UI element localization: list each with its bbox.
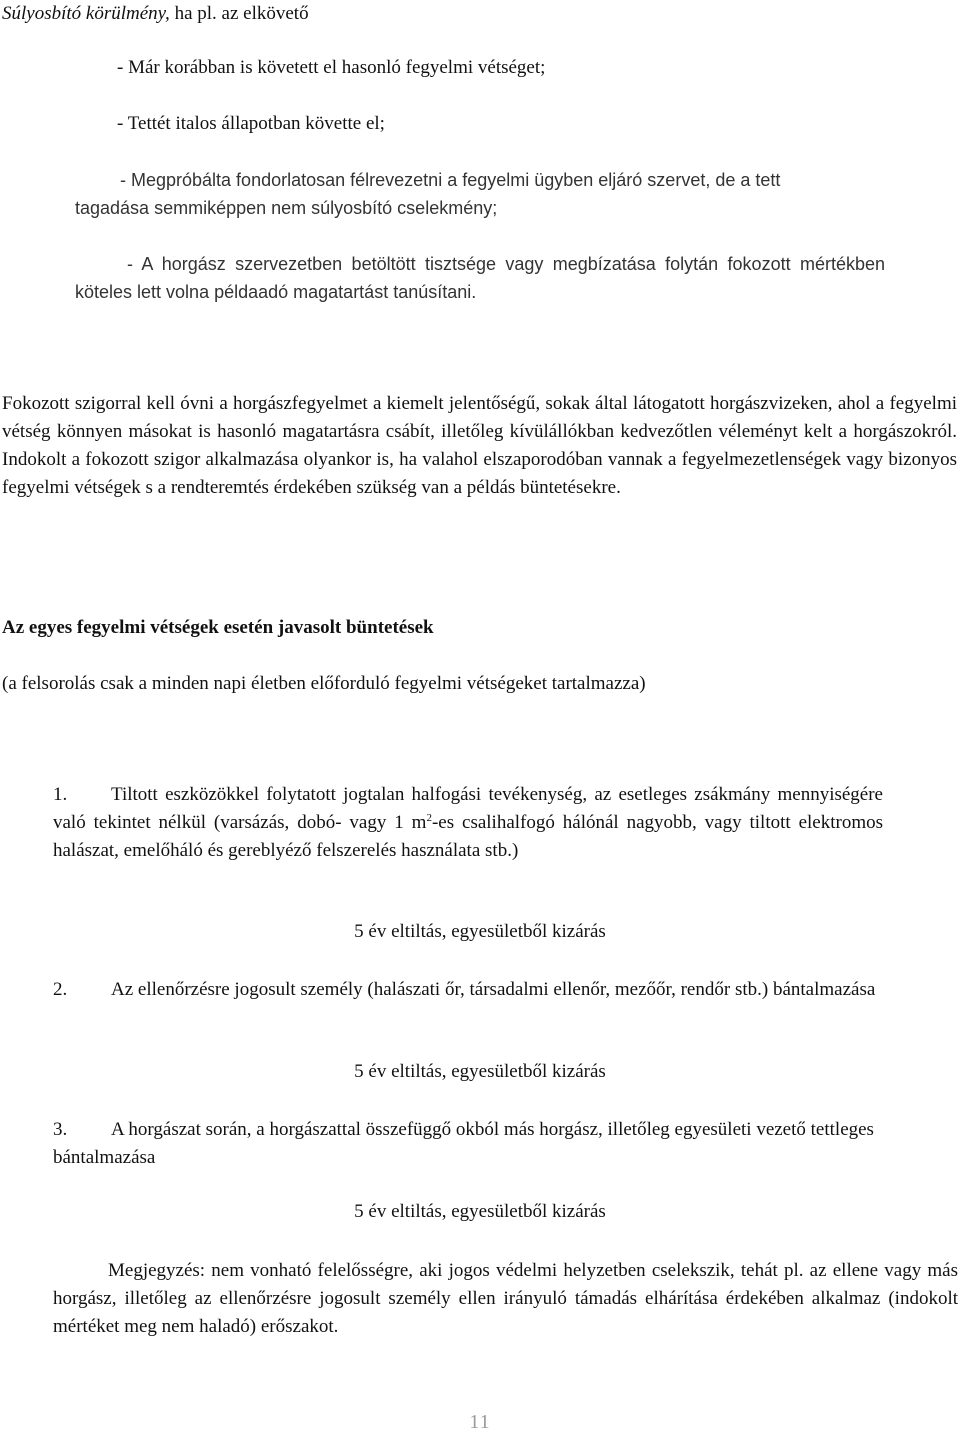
section-title: Az egyes fegyelmi vétségek esetén javasolt büntetések — [2, 617, 434, 638]
offense-text-cont: -es csalihalfogó hálónál nagyobb, vagy tiltott elektromos halászat, emelőháló és gereblyéző felszerelés használata stb.) — [53, 812, 883, 861]
note-paragraph: Megjegyzés: nem vonható felelősségre, aki jogos védelmi helyzetben cselekszik, tehát pl. az ellene vagy más horgász, illetőleg az ellenőrzésre jogosult személy ellen irányuló támadás elhárítása érdekében alkalmaz (indokolt mértéket meg nem haladó) erőszakot. — [53, 1260, 958, 1337]
section-subtitle: (a felsorolás csak a minden napi életben előforduló fegyelmi vétségeket tartalmazza) — [2, 673, 646, 694]
offense-text: Az ellenőrzésre jogosult személy (halászati őr, társadalmi ellenőr, mezőőr, rendőr stb.) bántalmazása — [111, 979, 876, 1000]
penalty-1: 5 év eltiltás, egyesületből kizárás — [354, 921, 606, 942]
header-rest: ha pl. az elkövető — [169, 3, 309, 24]
rigor-paragraph: Fokozott szigorral kell óvni a horgászfegyelmet a kiemelt jelentőségű, sokak által látogatott horgászvizeken, ahol a fegyelmi vétség könnyen másokat is hasonló magatartásra csábít, illetőleg kívülállókban kedvezőtlen véleményt kelt a horgászokról. Indokolt a fokozott szigor alkalmazása olyankor is, ha valahol elszaporodóban vannak a fegyelmezetlenségek vagy bizonyos fegyelmi vétségek s a rendteremtés érdekében szükség van a példás büntetésekre. — [2, 393, 957, 498]
offense-number: 3. — [53, 1119, 68, 1140]
aggravating-item-1: - Már korábban is követett el hasonló fegyelmi vétséget; — [117, 57, 546, 78]
penalty-3: 5 év eltiltás, egyesületből kizárás — [354, 1201, 606, 1222]
offense-text: Tiltott eszközökkel folytatott jogtalan halfogási tevékenység, az esetleges zsákmány mennyiségére való tekintet nélkül (varsázás, dobó- vagy 1 m — [53, 784, 883, 833]
header-line — [2, 0, 902, 28]
offense-item-1 — [53, 781, 883, 865]
page-number: 11 — [469, 1411, 491, 1433]
superscript: 2 — [426, 812, 432, 824]
offense-item-2 — [53, 976, 913, 1004]
offense-number: 1. — [53, 784, 68, 805]
offense-item-3 — [53, 1116, 913, 1172]
aggravating-item-4: - A horgász szervezetben betöltött tisztsége vagy megbízatása folytán fokozott mértékben köteles lett volna példaadó magatartást tanúsítani. — [75, 254, 885, 302]
offense-number: 2. — [53, 979, 68, 1000]
aggravating-item-3-line2: tagadása semmiképpen nem súlyosbító cselekmény; — [75, 198, 498, 218]
offense-text: A horgászat során, a horgászattal összefüggő okból más horgász, illetőleg egyesületi vezető tettleges bántalmazása — [53, 1119, 874, 1168]
aggravating-item-2: - Tettét italos állapotban követte el; — [117, 113, 385, 134]
header-italic: Súlyosbító körülmény, — [2, 3, 170, 24]
penalty-2: 5 év eltiltás, egyesületből kizárás — [354, 1061, 606, 1082]
aggravating-item-3-line1: - Megpróbálta fondorlatosan félrevezetni a fegyelmi ügyben eljáró szervet, de a tett — [120, 170, 781, 190]
